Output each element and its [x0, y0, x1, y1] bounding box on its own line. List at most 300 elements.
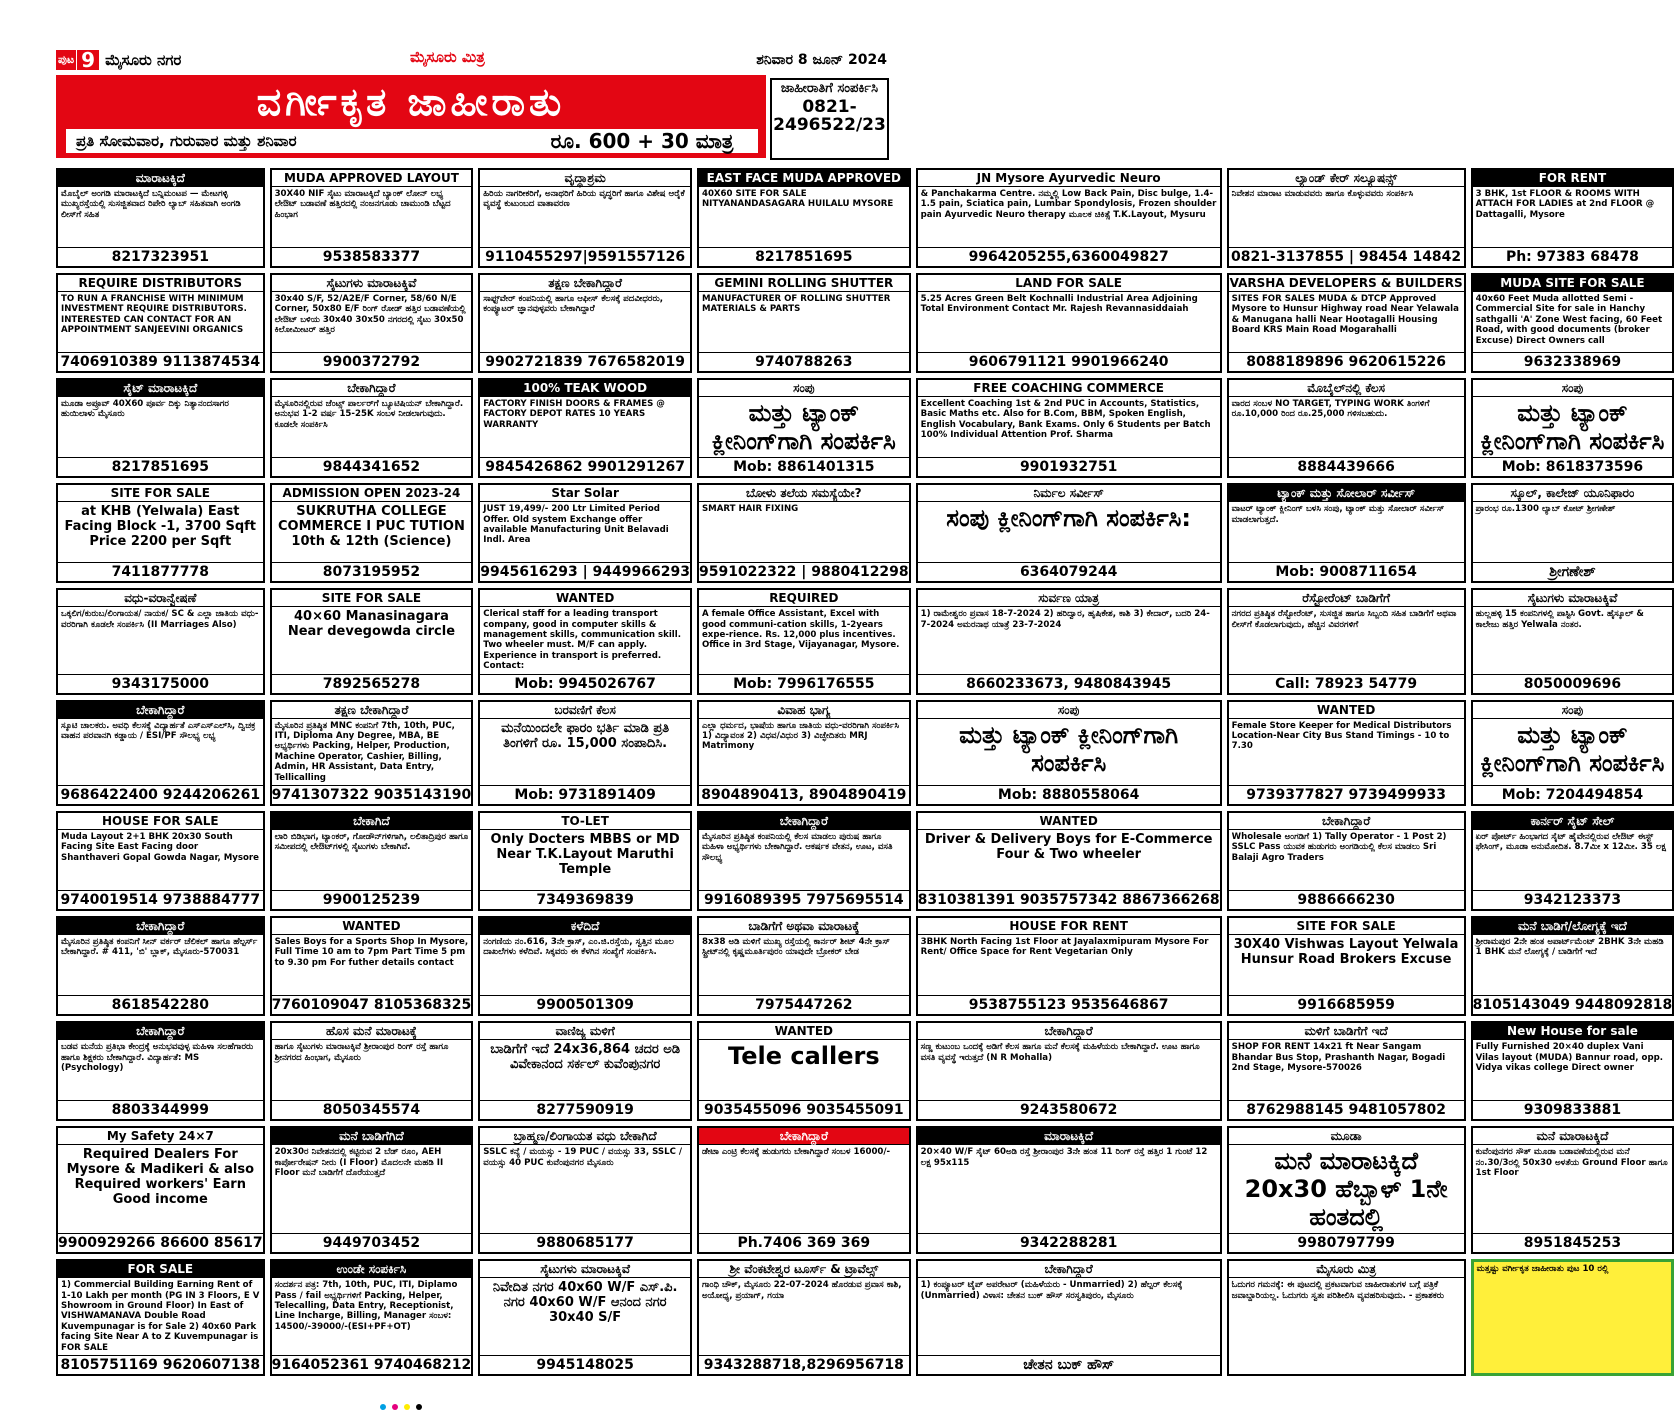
ad-body: ವಾಟರ್ ಟ್ಯಾಂಕ್ ಕ್ಲೀನಿಂಗ್ ಬಳಸಿ ಸಂಪು, ಟ್ಯಾಂಕ್ ಮತ್ತು ಸೋಲಾರ್ ಸರ್ವೀಸ್ ಮಾಡಲಾಗುತ್ತದೆ.: [1231, 504, 1445, 525]
ad-body: Female Store Keeper for Medical Distributors Location-Near City Bus Stand Timings - 10 to 7.30: [1231, 720, 1452, 752]
registration-dot: [380, 1404, 386, 1410]
registration-dot: [404, 1404, 410, 1410]
classified-ad: [270, 916, 474, 1016]
classified-ad: [916, 588, 1222, 694]
ad-body: 3BHK North Facing 1st Floor at Jayalaxmipuram Mysore For Rent/ Office Space for Rent Vegetarian Only: [920, 937, 1209, 958]
ad-phone: 8803344999: [58, 1100, 263, 1119]
ad-phone: 9916685959: [1229, 995, 1464, 1014]
classified-ad: [478, 588, 692, 694]
ad-heading: FOR RENT: [1473, 170, 1673, 187]
contact-phone: 0821-2496522/23: [773, 97, 886, 135]
ad-heading: MUDA SITE FOR SALE: [1473, 275, 1673, 292]
ad-heading: WANTED: [480, 590, 690, 607]
ad-phone: 8050009696: [1473, 674, 1673, 693]
ad-body: 40X60 SITE FOR SALE NITYANANDASAGARA HUILALU MYSORE: [701, 189, 894, 210]
ad-body: Muda Layout 2+1 BHK 20x30 South Facing Site East Facing door Shanthaveri Gopal Gowda Nagar, Mysore: [61, 832, 259, 863]
ad-body: ಕುವೆಂಪುನಗರ ಸೌತ್ ಮೂಡಾ ಬಡಾವಣೆಯಲ್ಲಿರುವ ಮನೆ ನಂ.30/3ರಲ್ಲಿ 50x30 ಅಳತೆಯ Ground Floor ಹಾಗೂ 1st Floor: [1475, 1147, 1668, 1178]
classified-ad: [270, 811, 474, 911]
classified-ad: [56, 1126, 265, 1254]
ad-phone: 8105143049 9448092818: [1472, 997, 1673, 1014]
ad-heading: ಶ್ರೀ ವೆಂಕಟೇಶ್ವರ ಟೂರ್ಸ್ & ಟ್ರಾವೆಲ್ಸ್: [699, 1261, 909, 1278]
ad-heading: ಮನೆ ಬಾಡಿಗೆ/ಲೋಗ್ಯಕ್ಕೆ ಇದೆ: [1473, 918, 1673, 935]
ad-phone: 0821-3137855 | 98454 14842: [1229, 247, 1464, 266]
ad-heading: ಮನೆ ಮಾರಾಟಕ್ಕಿದೆ: [1473, 1128, 1673, 1145]
classified-ad: [270, 1126, 474, 1254]
ad-heading: ವಿವಾಹ ಭಾಗ್ಯ: [699, 702, 909, 719]
ad-phone: 9902721839 7676582019: [480, 352, 690, 371]
classified-ad: [56, 1259, 265, 1376]
ad-phone: 9343175000: [58, 674, 263, 693]
classified-ad: [1471, 378, 1674, 478]
ad-heading: ಮಳಿಗೆ ಬಾಡಿಗೆಗೆ ಇದೆ: [1229, 1023, 1464, 1040]
classified-ad: [478, 916, 692, 1016]
ad-heading: ಮೊಬೈಲ್‌ನಲ್ಲಿ ಕೆಲಸ: [1229, 380, 1464, 397]
ad-phone: 9243580672: [918, 1100, 1220, 1119]
classified-ad: [1471, 483, 1674, 583]
classified-ad: [916, 483, 1222, 583]
classified-ad: [270, 588, 474, 694]
classified-ad: [270, 1021, 474, 1121]
ad-heading: ಸೈಟ್ ಮಾರಾಟಕ್ಕಿದೆ: [58, 380, 263, 397]
ad-heading: SITE FOR SALE: [1229, 918, 1464, 935]
ad-phone: 9591022322 | 9880412298: [698, 564, 909, 581]
classified-ad: [697, 1126, 911, 1254]
ad-body: 1) ರಾಮೇಶ್ವರಂ ಪ್ರವಾಸ 18-7-2024 2) ಹರಿದ್ವಾರ, ಹೃಷಿಕೇಶ, ಕಾಶಿ 3) ಕೇದಾರ್, ಬದರಿ 24-7-2024 ಅಮರನಾಥ ಯಾತ್ರೆ 23-7-2024: [920, 609, 1210, 630]
ad-body: ಗಾಂಧಿ ಚೌಕ್, ಮೈಸೂರು 22-07-2024 ಹೊರಡುವ ಪ್ರವಾಸ ಕಾಶಿ, ಅಯೋಧ್ಯ, ಪ್ರಯಾಗ್, ಗಯಾ: [701, 1280, 902, 1301]
classified-ad: [697, 168, 911, 268]
page-label: ಪುಟ: [56, 50, 76, 70]
ad-phone: Mob: 8880558064: [918, 785, 1220, 804]
ad-heading: ಬೇಕಾಗಿದ್ದಾರೆ: [272, 380, 472, 397]
ad-heading: ಕಾರ್ನರ್ ಸೈಟ್ ಸೇಲ್: [1473, 813, 1673, 830]
ad-phone: 9945148025: [480, 1355, 690, 1374]
ad-body: Tele callers: [728, 1042, 880, 1071]
ad-phone: 7892565278: [272, 674, 472, 693]
ad-heading: ಮಾರಾಟಕ್ಕಿದೆ: [58, 170, 263, 187]
classified-ad: [56, 1021, 265, 1121]
classified-ad: [1471, 1126, 1674, 1254]
ad-phone: 9740019514 9738884777: [58, 890, 263, 909]
ad-heading: ಬೇಕಾಗಿದೆ: [272, 813, 472, 830]
ad-phone: 9342288281: [918, 1233, 1220, 1252]
classified-ad: [1227, 1021, 1466, 1121]
ad-heading: New House for sale: [1473, 1023, 1673, 1040]
classified-ad: [56, 811, 265, 911]
ad-body: Wholesale ಅಂಗಡಿಗೆ 1) Tally Operator - 1 Post 2) SSLC Pass ಯುವಕ ಹುಡುಗರು ಅಂಗಡಿಯಲ್ಲಿ ಕೆಲಸ ಮಾಡಲು Sri Balaji Agro Traders: [1231, 832, 1447, 863]
ad-heading: ತಕ್ಷಣ ಬೇಕಾಗಿದ್ದಾರೆ: [480, 275, 690, 292]
ad-body: 30X40 NIF ಸೈಟು ಮಾರಾಟಕ್ಕಿದೆ ಬ್ಯಾಂಕ್ ಲೋನ್ ಲಭ್ಯ ಲೇಔಟ್ ಬಡಾವಣೆ ಹತ್ತಿರದಲ್ಲಿ ನಂಜನಗೂಡು ಚಾಮುಂಡಿ ಬೆಟ್ಟದ ಹಿಂಭಾಗ: [274, 189, 451, 220]
ad-phone: ಶ್ರೀಗಣೇಶ್: [1473, 562, 1673, 581]
ad-phone: Mob: 7204494854: [1473, 785, 1673, 804]
ad-heading: ಬೇಕಾಗಿದ್ದಾರೆ: [699, 813, 909, 830]
paper-name: ಮೈಸೂರು ಮಿತ್ರ: [410, 48, 485, 66]
ad-phone: 7406910389 9113874534: [58, 352, 263, 371]
classified-ad: [478, 1021, 692, 1121]
ad-phone: 8073195952: [272, 562, 472, 581]
classified-ad: [478, 811, 692, 911]
ad-heading: WANTED: [272, 918, 472, 935]
ad-body: Driver & Delivery Boys for E-Commerce Four & Two wheeler: [924, 832, 1213, 863]
ad-heading: ಬೇಕಾಗಿದ್ದಾರೆ: [699, 1128, 909, 1145]
classified-ad: [1227, 273, 1466, 373]
ad-phone: 9035455096 9035455091: [699, 1100, 909, 1119]
ad-phone: 9900929266 86600 85617: [58, 1235, 263, 1252]
ad-phone: 8217851695: [699, 247, 909, 266]
ad-heading: ಬರವಣಿಗೆ ಕೆಲಸ: [480, 702, 690, 719]
ad-heading: EAST FACE MUDA APPROVED: [699, 170, 909, 187]
ad-body: ಸಣ್ಣ ಕುಟುಂಬ ಒಂದಕ್ಕೆ ಅಡಿಗೆ ಕೆಲಸ ಹಾಗೂ ಮನೆ ಕೆಲಸಕ್ಕೆ ಮಹಿಳೆಯರು ಬೇಕಾಗಿದ್ದಾರೆ. ಊಟ ಹಾಗೂ ವಸತಿ ವ್ಯವಸ್ಥೆ ಇರುತ್ತದೆ (N R Mohalla): [920, 1042, 1200, 1063]
ad-body: ಮೈಸೂರಿನ ಪ್ರತಿಷ್ಠಿತ ಕಂಪನಿಯಲ್ಲಿ ಕೆಲಸ ಮಾಡಲು ಪುರುಷ ಹಾಗೂ ಮಹಿಳಾ ಅಭ್ಯರ್ಥಿಗಳು ಬೇಕಾಗಿದ್ದಾರೆ. ಆಕರ್ಷಕ ವೇತನ, ಊಟ, ವಸತಿ ಸೌಲಭ್ಯ: [701, 832, 893, 863]
classified-ad: [478, 168, 692, 268]
classified-ad: [697, 1259, 911, 1376]
ad-phone: 9110455297|9591557126: [480, 247, 690, 266]
classified-ad: [916, 378, 1222, 478]
classified-ad: [916, 811, 1222, 911]
classified-ad: [270, 700, 474, 806]
ad-phone: Mob: 8861401315: [699, 457, 909, 476]
contact-label: ಜಾಹೀರಾತಿಗೆ ಸಂಪರ್ಕಿಸಿ: [780, 81, 879, 96]
ad-body: ಮನೆಯಿಂದಲೇ ಫಾರಂ ಭರ್ತಿ ಮಾಡಿ ಪ್ರತಿ ತಿಂಗಳಿಗೆ ರೂ. 15,000 ಸಂಪಾದಿಸಿ.: [501, 720, 670, 751]
ad-heading: HOUSE FOR SALE: [58, 813, 263, 830]
classified-ad: [56, 916, 265, 1016]
classified-ad: [1227, 378, 1466, 478]
ad-body: Only Docters MBBS or MD Near T.K.Layout Maruthi Temple: [490, 832, 680, 878]
classified-ad: [697, 1021, 911, 1121]
ad-body: ನಗರದ ಪ್ರತಿಷ್ಠಿತ ರೆಸ್ಟೋರೆಂಟ್, ಸುಸಜ್ಜಿತ ಹಾಗೂ ಸಿಬ್ಬಂದಿ ಸಹಿತ ಬಾಡಿಗೆಗೆ ಅಥವಾ ಲೀಸ್‌ಗೆ ಕೊಡಲಾಗುವುದು, ಹೆಚ್ಚಿನ ವಿವರಗಳಿಗೆ: [1231, 609, 1457, 630]
ad-phone: 7760109047 8105368325: [271, 997, 472, 1014]
ad-heading: ಸ್ಕೂಲ್, ಕಾಲೇಜ್ ಯೂನಿಫಾರಂ: [1473, 485, 1673, 502]
classified-ad: [916, 700, 1222, 806]
ad-body: SUKRUTHA COLLEGE COMMERCE I PUC TUTION 10th & 12th (Science): [277, 504, 465, 550]
ad-heading: WANTED: [699, 1023, 909, 1040]
ad-body: ಸ್ಕೂಟಿ ಚಾಲಕರು. ಅವಧಿ ಕೆಲಸಕ್ಕೆ ವಿದ್ಯಾರ್ಹತೆ ಎಸ್‌ಎಸ್‌ಎಲ್‌ಸಿ, ದ್ವಿಚಕ್ರ ವಾಹನ ಪರವಾನಗಿ ಕಡ್ಡಾಯ / ESI/PF ಸೌಲಭ್ಯ ಲಭ್ಯ: [61, 720, 256, 741]
ad-heading: ಸಂಪು: [1473, 380, 1673, 397]
ad-heading: ಬೇಕಾಗಿದ್ದಾರೆ: [918, 1023, 1220, 1040]
city-label: ಮೈಸೂರು ನಗರ: [105, 51, 182, 69]
ad-body: SITES FOR SALES MUDA & DTCP Approved Mysore to Hunsur Highway road Near Yelawala & Manugana halli Near Hootagalli Housing Board KRS Main Road Mogarahalli: [1231, 294, 1459, 336]
ad-phone: 9632338969: [1473, 352, 1673, 371]
ad-heading: ಹೊಸ ಮನೆ ಮಾರಾಟಕ್ಕೆ: [272, 1023, 472, 1040]
ad-heading: VARSHA DEVELOPERS & BUILDERS: [1229, 276, 1463, 291]
ad-heading: ಮನೆ ಬಾಡಿಗೆಗಿದೆ: [272, 1128, 472, 1145]
ad-phone: 8050345574: [272, 1100, 472, 1119]
ad-heading: ತಕ್ಷಣ ಬೇಕಾಗಿದ್ದಾರೆ: [272, 702, 472, 719]
page-title: ವರ್ಗೀಕೃತ ಜಾಹೀರಾತು: [256, 80, 566, 124]
classified-ad: [916, 168, 1222, 268]
ad-phone: 8310381391 9035757342 8867366268: [917, 892, 1220, 909]
ad-phone: 9916089395 7975695514: [699, 890, 909, 909]
classified-ad: [1471, 1259, 1674, 1376]
ad-body: ಹಿರಿಯ ನಾಗರೀಕರಿಗೆ, ಅನಾಥರಿಗೆ ಹಿರಿಯ ವೃದ್ಧರಿಗೆ ಹಾಗೂ ವಿಶೇಷ ಆರೈಕೆ ವ್ಯವಸ್ಥೆ ಕುಟುಂಬದ ವಾತಾವರಣ: [483, 189, 685, 210]
classified-ad: [916, 273, 1222, 373]
ad-body: ವಾರದ ಸಂಬಳ NO TARGET, TYPING WORK ತಿಂಗಳಿಗೆ ರೂ.10,000 ರಿಂದ ರೂ.25,000 ಗಳಿಸಬಹುದು.: [1231, 399, 1430, 420]
classified-ad: [697, 811, 911, 911]
ad-heading: ಬೇಕಾಗಿದ್ದಾರೆ: [58, 702, 263, 719]
ad-phone: 6364079244: [918, 562, 1220, 581]
ad-body: 30X40 Vishwas Layout Yelwala Hunsur Road Brokers Excuse: [1233, 937, 1459, 968]
ad-heading: ಸೈಟುಗಳು ಮಾರಾಟಕ್ಕಿವೆ: [272, 275, 472, 292]
ad-heading: WANTED: [1229, 702, 1464, 719]
classified-ad: [1471, 588, 1674, 694]
ad-body: Clerical staff for a leading transport company, good in computer skills & management skills, communication skill. Two wheeler must. M/F can apply. Experience in transport is preferred. Contact:: [483, 609, 681, 672]
ad-phone: 9844341652: [272, 457, 472, 476]
ad-body: 8x38 ಅಡಿ ಮಳಿಗೆ ಮುಖ್ಯ ರಸ್ತೆಯಲ್ಲಿ ಕಾರ್ನರ್ ಶೀಟ್ 4ನೇ ಕ್ರಾಸ್ ಸ್ಟ್ರೀಟ್‌ನಲ್ಲಿ ಕೃಷ್ಣಮೂರ್ತಿಪುರಂ ಯಾವುದೇ ಬ್ರೋಕರ್ ಬೇಡ: [701, 937, 890, 958]
ad-body: ಮೈಸೂರಿನಲ್ಲಿರುವ ಜೆಂಟ್ಸ್ ಪಾರ್ಲರ್‌ಗೆ ಬ್ಯೂಟಿಷಿಯನ್ ಬೇಕಾಗಿದ್ದಾರೆ. ಅನುಭವ 1-2 ವರ್ಷ 15-25K ಸಂಬಳ ನೀಡಲಾಗುವುದು. ಕೂಡಲೇ ಸಂಪರ್ಕಿಸಿ: [274, 399, 464, 430]
ad-body: ನಂಗಣಿಯ ನಂ.616, 3ನೇ ಕ್ರಾಸ್, ಎಂ.ಜಿ.ರಸ್ತೆಯ, ಸ್ವತ್ತಿನ ಮೂಲ ದಾಖಲೆಗಳು ಕಳೆದಿವೆ. ಸಿಕ್ಕವರು ಈ ಕೆಳಗಿನ ಸಂಖ್ಯೆಗೆ ಸಂಪರ್ಕಿಸಿ.: [483, 937, 674, 958]
ad-body: SHOP FOR RENT 14x21 ft Near Sangam Bhandar Bus Stop, Prashanth Nagar, Bogadi 2nd Stage, Mysore-570026: [1231, 1042, 1446, 1073]
classified-ad: [478, 483, 692, 583]
ad-heading: ಲ್ಯಾಂಡ್ ಕೇರ್ ಸಲ್ಯೂಷನ್ಸ್: [1229, 170, 1464, 187]
ad-body: ಪ್ರಾರಂಭ ರೂ.1300 ಲ್ಯಾಬ್ ಕೋಟ್ ಶ್ರೀಗಣೇಶ್: [1475, 504, 1616, 515]
ad-heading: ಬೇಕಾಗಿದ್ದಾರೆ: [1229, 813, 1464, 830]
ad-body: TO RUN A FRANCHISE WITH MINIMUM INVESTMENT REQUIRE DISTRIBUTORS. INTERESTED CAN CONTACT FOR AN APPOINTMENT SANJEEVINI ORGANICS: [61, 294, 247, 336]
issue-date: ಶನಿವಾರ 8 ಜೂನ್ 2024: [756, 52, 887, 68]
ad-body: FACTORY FINISH DOORS & FRAMES @ FACTORY DEPOT RATES 10 YEARS WARRANTY: [483, 399, 665, 430]
classified-ad: [1227, 811, 1466, 911]
ad-body: ಮೊಬೈಲ್ ಅಂಗಡಿ ಮಾರಾಟಕ್ಕಿದೆ ಬನ್ನಿಮಂಟಪ — ಮೇಟಗಳ್ಳಿ ಮುಖ್ಯರಸ್ತೆಯಲ್ಲಿ ಸುಸಜ್ಜಿತವಾದ ರಿಪೇರಿ ಲ್ಯಾಬ್ ಸಹಿತವಾಗಿ ಅಂಗಡಿ ಲೀಸ್‌ಗೆ ಸಹಿತ: [61, 189, 241, 220]
ad-heading: ಟ್ಯಾಂಕ್ ಮತ್ತು ಸೋಲಾರ್ ಸರ್ವೀಸ್: [1229, 485, 1464, 502]
ad-phone: 9845426862 9901291267: [480, 457, 690, 476]
ad-body: ಹಾಗೂ ಸೈಟುಗಳು ಮಾರಾಟಕ್ಕಿವೆ ಶ್ರೀರಾಂಪುರ ರಿಂಗ್ ರಸ್ತೆ ಹಾಗೂ ಶ್ರೀನಗರದ ಹಿಂಭಾಗ, ಮೈಸೂರು: [274, 1042, 449, 1063]
ad-phone: 8217851695: [58, 457, 263, 476]
ad-heading: ಬಾಡಿಗೆಗೆ ಅಥವಾ ಮಾರಾಟಕ್ಕೆ: [699, 918, 909, 935]
ad-heading: ಬೇಕಾಗಿದ್ದಾರೆ: [918, 1261, 1220, 1278]
ad-body: ಬಾಡಿಗೆಗೆ ಇದೆ 24x36,864 ಚದರ ಅಡಿ ವಿವೇಕಾನಂದ ಸರ್ಕಲ್ ಕುವೆಂಪುನಗರ: [490, 1042, 681, 1073]
classified-ad: [1227, 1259, 1466, 1376]
ad-heading: ವಧು-ವರಾನ್ವೇಷಣೆ: [58, 590, 263, 607]
ad-body: ಬಡವ ಮನೆಯ ಪ್ರತಿಭಾ ಕೇಂದ್ರಕ್ಕೆ ಅನುಭವವುಳ್ಳ ಮಹಿಳಾ ಸಲಹೆಗಾರರು ಹಾಗೂ ಶಿಕ್ಷಕರು ಬೇಕಾಗಿದ್ದಾರೆ. ವಿದ್ಯಾರ್ಹತೆ: MS (Psychology): [61, 1042, 254, 1073]
ad-body: ಸಾಫ್ಟ್‌ವೇರ್ ಕಂಪನಿಯಲ್ಲಿ ಹಾಗೂ ಆಫೀಸ್ ಕೆಲಸಕ್ಕೆ ಪದವೀಧರರು, ಕಂಪ್ಯೂಟರ್ ಜ್ಞಾನವುಳ್ಳವರು ಬೇಕಾಗಿದ್ದಾರೆ: [483, 294, 664, 315]
ad-phone: 8088189896 9620615226: [1229, 352, 1464, 371]
ad-heading: ಬೇಕಾಗಿದ್ದಾರೆ: [58, 918, 263, 935]
ad-body: 1) Commercial Building Earning Rent of 1-10 Lakh per month (PG IN 3 Floors, E V Showroom in Ground Floor) In East of VISHWAMANAVA Double Road Kuvempunagar is for Sale 2) 40x60 Park facing Site Near A to Z Kuvempunagar is FOR SALE: [61, 1280, 260, 1353]
ad-heading: Star Solar: [480, 485, 690, 502]
ad-phone: 7349369839: [480, 890, 690, 909]
classified-ad: [270, 273, 474, 373]
ad-phone: 9309833881: [1473, 1100, 1673, 1119]
ad-phone: 9964205255,6360049827: [918, 247, 1220, 266]
ad-phone: 8951845253: [1473, 1233, 1673, 1252]
ad-body: 20x30ರ ನಿವೇಶನದಲ್ಲಿ ಕಟ್ಟಿರುವ 2 ಬೆಡ್ ರೂಂ, AEH ಕಾರ್ಪೋರೇಷನ್ ನೀರು (I Floor) ಮೊದಲನೇ ಮಹಡಿ II Floor ಮನೆ ಬಾಡಿಗೆಗೆ ದೊರೆಯುತ್ತದೆ: [274, 1147, 444, 1178]
ad-body: ಮತ್ತಷ್ಟು ವರ್ಗೀಕೃತ ಜಾಹೀರಾತು ಪುಟ 10 ರಲ್ಲಿ: [1476, 1264, 1609, 1275]
classified-ad: [1471, 168, 1674, 268]
classified-ad: [270, 168, 474, 268]
ad-heading: ಸಂಪು: [699, 380, 909, 397]
ad-phone: 9686422400 9244206261: [58, 785, 263, 804]
ad-heading: GEMINI ROLLING SHUTTER: [699, 275, 909, 292]
registration-dot: [416, 1404, 422, 1410]
ad-heading: ಸಂಪು: [918, 702, 1220, 719]
ad-phone: ಚೇತನ ಬುಕ್ ಹೌಸ್: [918, 1355, 1220, 1374]
ad-heading: FOR SALE: [58, 1261, 263, 1278]
ad-phone: 9164052361 9740468212: [271, 1356, 472, 1373]
ad-body: ಒಕ್ಕಲಿಗ/ಕುರುಬ/ಲಿಂಗಾಯತ/ ನಾಯಕ/ SC & ಎಲ್ಲಾ ಜಾತಿಯ ವಧು-ವರರಿಗಾಗಿ ಕೂಡಲೇ ಸಂಪರ್ಕಿಸಿ (II Marriages Also): [61, 609, 259, 630]
ad-heading: ಕಳೆದಿದೆ: [480, 918, 690, 935]
classified-ad: [478, 378, 692, 478]
classified-ad: [56, 588, 265, 694]
ad-heading: ಬೇಕಾಗಿದ್ದಾರೆ: [58, 1023, 263, 1040]
ad-body: ಮತ್ತು ಟ್ಯಾಂಕ್ ಕ್ಲೀನಿಂಗ್‌ಗಾಗಿ ಸಂಪರ್ಕಿಸಿ: [1480, 399, 1665, 456]
ad-body: ಲಾರಿ ಬಿಡಿಭಾಗ, ಟ್ಯಾಂಕರ್, ಗೋಡೌನ್‌ಗಳಿಗಾಗಿ, ಲಲಿತಾದ್ರಿಪುರ ಹಾಗೂ ಸಮೀಪದಲ್ಲಿ ಲೇಔಟ್‌ಗಳಲ್ಲಿ ಸೈಟುಗಳು ಬೇಕಾಗಿವೆ.: [274, 832, 469, 853]
classified-ad: [56, 273, 265, 373]
classified-ad: [56, 700, 265, 806]
ad-heading: 100% TEAK WOOD: [480, 380, 690, 397]
ad-body: ಮತ್ತು ಟ್ಯಾಂಕ್ ಕ್ಲೀನಿಂಗ್‌ಗಾಗಿ ಸಂಪರ್ಕಿಸಿ: [711, 399, 896, 456]
ad-heading: REQUIRED: [699, 590, 909, 607]
price-text: ರೂ. 600 + 30 ಮಾತ್ರ: [526, 129, 758, 153]
ad-phone: Mob: 9731891409: [480, 785, 690, 804]
classified-ad: [697, 378, 911, 478]
days-text: ಪ್ರತಿ ಸೋಮವಾರ, ಗುರುವಾರ ಮತ್ತು ಶನಿವಾರ: [66, 129, 526, 153]
ad-phone: Call: 78923 54779: [1229, 674, 1464, 693]
ad-phone: 8277590919: [480, 1100, 690, 1119]
ad-heading: ಸುರ್ವಣ ಯಾತ್ರ: [918, 590, 1220, 607]
classified-ad: [1227, 588, 1466, 694]
ad-body: 40×60 Manasinagara Near devegowda circle: [287, 609, 456, 640]
classified-ad: [478, 700, 692, 806]
ad-phone: Mob: 7996176555: [699, 674, 909, 693]
ad-heading: ಉಂಡೇ ಸಂಪರ್ಕಿಸಿ: [272, 1261, 472, 1278]
ad-body: Excellent Coaching 1st & 2nd PUC in Accounts, Statistics, Basic Maths etc. Also for B.Com, BBM, Spoken English, English Vocabulary, Bank Exams. Only 6 Students per Batch 100% Individual Attention Prof. Sharma: [920, 399, 1211, 441]
ad-heading: ಬೋಳು ತಲೆಯ ಸಮಸ್ಯೆಯೇ?: [699, 485, 909, 502]
ad-heading: HOUSE FOR RENT: [918, 918, 1220, 935]
ad-heading: My Safety 24×7: [58, 1128, 263, 1145]
ad-phone: Mob: 8618373596: [1473, 457, 1673, 476]
ad-heading: ಸೈಟುಗಳು ಮಾರಾಟಕ್ಕಿವೆ: [1473, 590, 1673, 607]
ad-phone: 9449703452: [272, 1233, 472, 1252]
ad-phone: 9741307322 9035143190: [271, 787, 472, 804]
ad-body: JUST 19,499/- 200 Ltr Limited Period Offer. Old system Exchange offer available Manufacturing Unit Belavadi Indl. Area: [483, 504, 669, 546]
ad-body: SSLC ಕನ್ಯೆ / ಮಯಸ್ಸು - 19 PUC / ವಯಸ್ಸು 33, SSLC / ವಯಸ್ಸು 40 PUC ಕುವೆಂಪುನಗರ ಮೈಸೂರು: [483, 1147, 683, 1168]
ad-phone: 9342123373: [1473, 890, 1673, 909]
ad-phone: 7411877778: [58, 562, 263, 581]
ad-phone: Ph.7406 369 369: [699, 1233, 909, 1252]
ad-phone: Ph: 97383 68478: [1473, 247, 1673, 266]
ad-phone: 9945616293 | 9449966293: [480, 564, 690, 581]
ad-body: ಮೈಸೂರಿನ ಪ್ರತಿಷ್ಠಿತ MNC ಕಂಪನಿಗೆ 7th, 10th, PUC, ITI, Diploma Any Degree, MBA, BE ಅಭ್ಯರ್ಥಿಗಳು Packing, Helper, Production, Machine Operator, Cashier, Billing, Admin, HR Assistant, Data Entry, Tellicalling: [274, 720, 455, 783]
ad-heading: WANTED: [918, 813, 1220, 830]
classified-ad: [697, 273, 911, 373]
ad-heading: ಬ್ರಾಹ್ಮಣ/ಲಿಂಗಾಯತ ವಧು ಬೇಕಾಗಿದೆ: [480, 1128, 690, 1145]
ad-body: ಡೇಟಾ ಎಂಟ್ರಿ ಕೆಲಸಕ್ಕೆ ಹುಡುಗರು ಬೇಕಾಗಿದ್ದಾರೆ ಸಂಬಳ 16000/-: [701, 1147, 891, 1158]
classified-ad: [1227, 700, 1466, 806]
ad-body: ಮತ್ತು ಟ್ಯಾಂಕ್ ಕ್ಲೀನಿಂಗ್‌ಗಾಗಿ ಸಂಪರ್ಕಿಸಿ: [959, 720, 1179, 777]
ad-body: ಏರ್ ಪೋರ್ಟ್ ಹಿಂಭಾಗದ ಸೈಟ್ ಹೈವೇನಲ್ಲಿರುವ ಲೇಔಟ್ ಈಸ್ಟ್ ಫೇಸಿಂಗ್, ಮೂಡಾ ಅನುಮೋದಿತ. 8.7ಮೀ x 12ಮೀ. 35 ಲಕ್ಷ: [1475, 832, 1667, 853]
ad-phone: 8904890413, 8904890419: [699, 785, 909, 804]
classified-ad: [1227, 483, 1466, 583]
classified-ad: [697, 483, 911, 583]
ad-phone: 8618542280: [58, 995, 263, 1014]
ad-body: at KHB (Yelwala) East Facing Block -1, 3700 Sqft Price 2200 per Sqft: [64, 504, 257, 550]
ad-body: ಮೈಸೂರಿನ ಪ್ರತಿಷ್ಠಿತ ಕಂಪನಿಗೆ ಸೀನ್ ವರ್ಕರ್ ಚೆಲಿಕಲ್ ಹಾಗೂ ಹೆಲ್ಪರ್ಸ್ ಬೇಕಾಗಿದ್ದಾರೆ. # 411, 'ಬಿ' ಬ್ಲಾಕ್, ಮೈಸೂರು-570031: [61, 937, 258, 958]
ad-body: ನಿವೇಶನ ಮಾರಾಟ ಮಾಡುವವರು ಹಾಗೂ ಕೊಳ್ಳುವವರು ಸಂಪರ್ಕಿಸಿ: [1231, 189, 1414, 199]
classified-ad: [270, 378, 474, 478]
ad-body: 30x40 S/F, 52/A2E/F Corner, 58/60 N/E Corner, 50x80 E/F ರಿಂಗ್ ರೋಡ್ ಹತ್ತಿರ ಬಡಾವಣೆಯಲ್ಲಿ ಲೇಔಟ್ ಬಳಿಯ 30x40 30x50 ನಗರದಲ್ಲಿ ಸೈಟು 30x50 ಕಿಲೋಮೀಟರ್ ಹತ್ತಿರ: [274, 294, 466, 336]
ad-body: SMART HAIR FIXING: [701, 504, 799, 515]
classified-ad: [916, 1126, 1222, 1254]
ad-heading: ಸಂಪು: [1473, 702, 1673, 719]
classified-ad: [1471, 700, 1674, 806]
ad-body: ಸಂದರ್ಶನ ಪತ್ರ: 7th, 10th, PUC, ITI, Diplamo Pass / fail ಅಭ್ಯರ್ಥಿಗಳಿಗೆ Packing, Helper, Telecalling, Data Entry, Receptionist, Line Incharge, Billing, Manager ಸಂಬಳ: 14500/-39000/-(ESI+PF+OT): [274, 1280, 458, 1332]
ad-body: ಮೂಡಾ ಅಪ್ರೂವ್ 40X60 ಪೂರ್ವ ದಿಕ್ಕು ನಿತ್ಯಾನಂದಸಾಗರ ಹುಯಿಲಾಳು ಮೈಸೂರು: [61, 399, 229, 420]
classified-ad: [1471, 811, 1674, 911]
classified-ad: [916, 916, 1222, 1016]
ad-heading: ADMISSION OPEN 2023-24: [272, 485, 472, 502]
ad-phone: 9900372792: [272, 352, 472, 371]
ad-heading: ಮೈಸೂರು ಮಿತ್ರ: [1229, 1261, 1464, 1278]
classified-ad: [56, 168, 265, 268]
ad-heading: SITE FOR SALE: [272, 590, 472, 607]
classified-ad: [1227, 1126, 1466, 1254]
ads-grid: [56, 168, 1673, 1376]
classified-ad: [478, 273, 692, 373]
ad-body: 20×40 W/F ಸೈಟ್ 60ಅಡಿ ರಸ್ತೆ ಶ್ರೀರಾಂಪುರ 3ನೇ ಹಂತ 11 ರಿಂಗ್ ರಸ್ತೆ ಹತ್ತಿರ 1 ಗುಂಟೆ 12 ಲಕ್ಷ 95x115: [920, 1147, 1208, 1168]
classified-ad: [478, 1259, 692, 1376]
classified-banner: [56, 75, 766, 158]
ad-phone: 9538583377: [272, 247, 472, 266]
page-number: 9: [76, 50, 99, 70]
ad-phone: 9739377827 9739499933: [1229, 785, 1464, 804]
ad-phone: 9900501309: [480, 995, 690, 1014]
ad-phone: 8217323951: [58, 247, 263, 266]
ad-phone: 9901932751: [918, 457, 1220, 476]
classified-ad: [1471, 1021, 1674, 1121]
ad-phone: 8762988145 9481057802: [1229, 1100, 1464, 1119]
ad-phone: 9343288718,8296956718: [699, 1355, 909, 1374]
classified-ad: [478, 1126, 692, 1254]
ad-body: A female Office Assistant, Excel with good communi-cation skills, 1-2years expe-rience. Rs. 12,000 plus incentives. Office in 3rd Stage, Vijayanagar, Mysore.: [701, 609, 900, 651]
ad-heading: JN Mysore Ayurvedic Neuro: [918, 170, 1220, 187]
ad-heading: ಸೈಟುಗಳು ಮಾರಾಟಕ್ಕಿವೆ: [480, 1261, 690, 1278]
ad-phone: 7975447262: [699, 995, 909, 1014]
classified-ad: [270, 1259, 474, 1376]
ad-body: ಸಂಪು ಕ್ಲೀನಿಂಗ್‌ಗಾಗಿ ಸಂಪರ್ಕಿಸಿ:: [946, 504, 1191, 533]
ad-body: Required Dealers For Mysore & Madikeri & also Required workers' Earn Good income: [66, 1147, 254, 1208]
ad-heading: FREE COACHING COMMERCE: [918, 380, 1220, 397]
ad-body: ಮತ್ತು ಟ್ಯಾಂಕ್ ಕ್ಲೀನಿಂಗ್‌ಗಾಗಿ ಸಂಪರ್ಕಿಸಿ: [1480, 720, 1665, 777]
ad-body: ಮನೆ ಮಾರಾಟಕ್ಕಿದೆ 20x30 ಹೆಬ್ಬಾಳ್ 1ನೇ ಹಂತದಲ್ಲಿ: [1244, 1147, 1448, 1232]
ad-body: ಹುಲ್ಲಹಳ್ಳಿ 15 ಕಂಪನಿಗಳಲ್ಲಿ ಪಾಸ್ಟಿಸಿ Govt. ಹೈಸ್ಕೂಲ್ & ಕಾಲೇಜು ಹತ್ತಿರ Yelwala ನಂತರ.: [1475, 609, 1644, 630]
ad-body: 1) ಕಂಪ್ಯೂಟರ್ ಟೈಪ್ ಅಪರೇಟರ್ (ಮಹಿಳೆಯರು - Unmarried) 2) ಹೆಲ್ಪರ್ ಕೆಲಸಕ್ಕೆ (Unmarried) ವಿಳಾಸ: ಚೇತನ ಬುಕ್ ಹೌಸ್ ಸರಸ್ವತಿಪುರಂ, ಮೈಸೂರು: [920, 1280, 1183, 1301]
classified-ad: [916, 1021, 1222, 1121]
classified-ad: [1471, 916, 1674, 1016]
ad-body: MANUFACTURER OF ROLLING SHUTTER MATERIALS & PARTS: [701, 294, 891, 315]
ad-heading: ಮೂಡಾ: [1229, 1128, 1464, 1145]
classified-ad: [270, 483, 474, 583]
ad-phone: 9606791121 9901966240: [918, 352, 1220, 371]
ad-phone: 8884439666: [1229, 457, 1464, 476]
ad-heading: ವಾಣಿಜ್ಯ ಮಳಿಗೆ: [480, 1023, 690, 1040]
ad-body: ಓದುಗರ ಗಮನಕ್ಕೆ: ಈ ಪುಟದಲ್ಲಿ ಪ್ರಕಟವಾಗುವ ಜಾಹೀರಾತುಗಳ ಬಗ್ಗೆ ಪತ್ರಿಕೆ ಜವಾಬ್ದಾರಿಯಲ್ಲ. ಓದುಗರು ಸ್ವತಃ ಪರಿಶೀಲಿಸಿ ವ್ಯವಹರಿಸುವುದು. - ಪ್ರಕಾಶಕರು: [1231, 1280, 1445, 1301]
ad-heading: TO-LET: [480, 813, 690, 830]
ad-body: & Panchakarma Centre. ನಮ್ಮಲ್ಲಿ Low Back Pain, Disc bulge, 1.4-1.5 pain, Sciatica pain, Lumbar Spondylosis, Frozen shoulder pain Ayurvedic Neuro therapy ಮೂಲಕ ಚಿಕಿತ್ಸೆ T.K.Layout, Mysuru: [920, 189, 1217, 220]
registration-dot: [392, 1404, 398, 1410]
classified-ad: [1471, 273, 1674, 373]
ad-heading: ಮಾರಾಟಕ್ಕಿದೆ: [918, 1128, 1220, 1145]
ad-heading: ನಿರ್ಮಲ ಸರ್ವೀಸ್: [918, 485, 1220, 502]
ad-body: ಶ್ರೀರಾಮಪುರ 2ನೇ ಹಂತ ಅಪಾರ್ಟ್‌ಮೆಂಟ್ 2BHK 3ನೇ ಮಹಡಿ 1 BHK ಮನೆ ಲೋಗ್ಯಕ್ಕೆ / ಬಾಡಿಗೆಗೆ ಇದೆ: [1475, 937, 1664, 958]
classified-ad: [697, 700, 911, 806]
ad-phone: 8660233673, 9480843945: [918, 674, 1220, 693]
ad-phone: 9886666230: [1229, 890, 1464, 909]
ad-body: 40x60 Feet Muda allotted Semi - Commercial Site for sale in Hanchy sathgalli 'A' Zone West facing, 60 Feet Road, with good documents (broker Excuse) Direct Owners call: [1475, 294, 1663, 346]
ad-body: 5.25 Acres Green Belt Kochnalli Industrial Area Adjoining Total Environment Contact Mr. Rajesh Revannasiddaiah: [920, 294, 1198, 315]
ad-body: ನಿವೇದಿತ ನಗರ 40x60 W/F ಎಸ್.ಪಿ. ನಗರ 40x60 W/F ಆನಂದ ನಗರ 30x40 S/F: [492, 1280, 678, 1326]
ad-heading: REQUIRE DISTRIBUTORS: [58, 275, 263, 292]
classified-ad: [1227, 168, 1466, 268]
classified-ad: [697, 916, 911, 1016]
ad-phone: 9740788263: [699, 352, 909, 371]
